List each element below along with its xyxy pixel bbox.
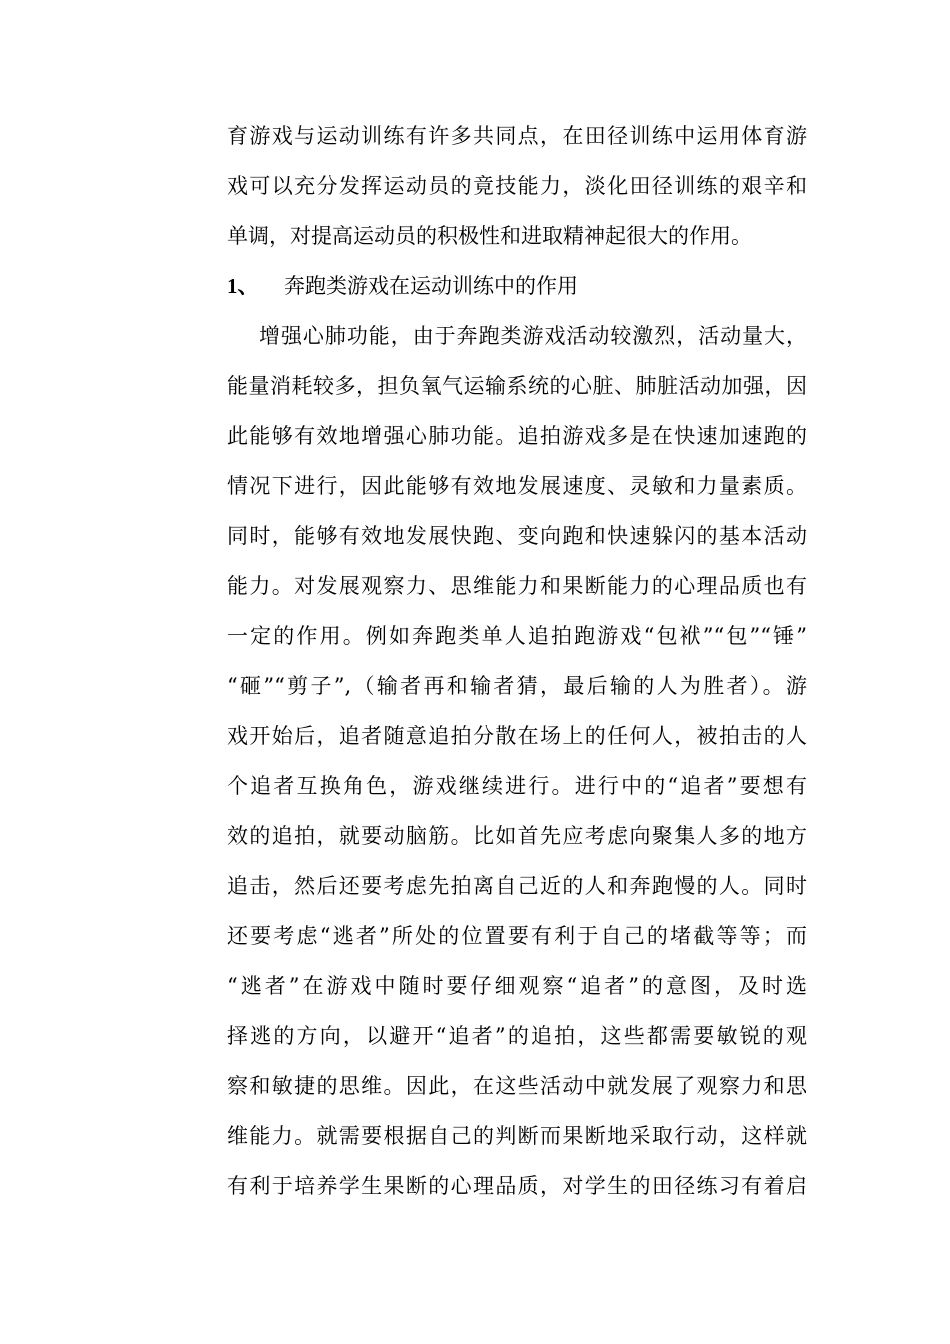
text-line: 能量消耗较多，担负氧气运输系统的心脏、肺脏活动加强，因 (227, 374, 807, 398)
text-line: 此能够有效地增强心肺功能。追拍游戏多是在快速加速跑的 (227, 424, 807, 448)
text-line: 育游戏与运动训练有许多共同点，在田径训练中运用体育游 (227, 124, 807, 148)
text-line: 情况下进行，因此能够有效地发展速度、灵敏和力量素质。 (227, 474, 807, 498)
text-line: 效的追拍，就要动脑筋。比如首先应考虑向聚集人多的地方 (227, 824, 807, 848)
text-line: 还要考虑“逃者”所处的位置要有利于自己的堵截等等；而 (227, 924, 807, 948)
text-line: 察和敏捷的思维。因此，在这些活动中就发展了观察力和思 (227, 1074, 807, 1098)
text-line: 择逃的方向，以避开“追者”的追拍，这些都需要敏锐的观 (227, 1024, 807, 1048)
text-line: 增强心肺功能，由于奔跑类游戏活动较激烈，活动量大， (259, 324, 807, 348)
text-line: 单调，对提高运动员的积极性和进取精神起很大的作用。 (227, 224, 752, 248)
section-title: 奔跑类游戏在运动训练中的作用 (284, 274, 578, 298)
section-number: 1、 (227, 274, 259, 298)
text-line: “砸”“剪子”,（输者再和输者猜，最后输的人为胜者）。游 (227, 674, 807, 698)
text-line: 一定的作用。例如奔跑类单人追拍跑游戏“包袱”“包”“锤” (227, 624, 807, 648)
text-line: 追击，然后还要考虑先拍离自己近的人和奔跑慢的人。同时 (227, 874, 807, 898)
text-line: 戏开始后，追者随意追拍分散在场上的任何人，被拍击的人 (227, 724, 807, 748)
text-line: 同时，能够有效地发展快跑、变向跑和快速躲闪的基本活动 (227, 524, 807, 548)
text-line: 维能力。就需要根据自己的判断而果断地采取行动，这样就 (227, 1124, 807, 1148)
text-line: 戏可以充分发挥运动员的竟技能力，淡化田径训练的艰辛和 (227, 174, 807, 198)
text-line: 个追者互换角色，游戏继续进行。进行中的“追者”要想有 (227, 774, 807, 798)
text-line: 能力。对发展观察力、思维能力和果断能力的心理品质也有 (227, 574, 807, 598)
text-line: “逃者”在游戏中随时要仔细观察“追者”的意图，及时选 (227, 974, 807, 998)
text-line: 有利于培养学生果断的心理品质，对学生的田径练习有着启 (227, 1174, 807, 1198)
